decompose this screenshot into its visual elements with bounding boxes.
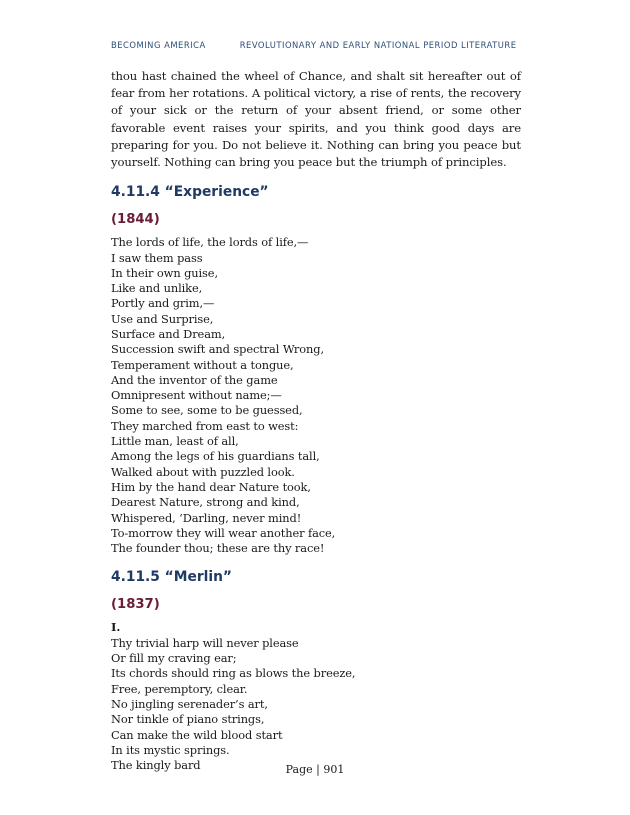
- page-number: Page | 901: [285, 763, 345, 776]
- section-year-experience: (1844): [111, 212, 160, 228]
- poem-line: Nor tinkle of piano strings,: [111, 712, 265, 727]
- poem-line: The kingly bard: [111, 758, 201, 773]
- poem-line: Portly and grim,—: [111, 296, 215, 311]
- poem-line: Thy trivial harp will never please: [111, 635, 299, 650]
- running-header: [111, 40, 522, 50]
- section-heading-experience: 4.11.4 “Experience”: [111, 184, 269, 201]
- poem-line: Whispered, ‘Darling, never mind!: [111, 510, 302, 525]
- poem-line: The founder thou; these are thy race!: [111, 541, 325, 556]
- poem-line: Use and Surprise,: [111, 311, 214, 326]
- poem-line: Succession swift and spectral Wrong,: [111, 342, 324, 357]
- poem-line: The lords of life, the lords of life,—: [111, 235, 309, 250]
- section-heading-merlin: 4.11.5 “Merlin”: [111, 569, 232, 586]
- poem-line: Little man, least of all,: [111, 434, 239, 449]
- poem-line: Omnipresent without name;—: [111, 388, 282, 403]
- stanza-number: I.: [111, 620, 121, 635]
- poem-line: Can make the wild blood start: [111, 727, 283, 742]
- poem-line: In their own guise,: [111, 265, 218, 280]
- intro-paragraph: thou hast chained the wheel of Chance, and shalt sit hereafter out of fear from her rotations. A political victory, a rise of rents, the recovery of your sick or the return of your absent friend, or some other favorable event raises your spirits, and you think good days are preparing for you. Do not believe it. Nothing can bring you peace but yourself. Nothing can bring you peace but the triumph of principles.: [111, 69, 521, 170]
- poem-line: Dearest Nature, strong and kind,: [111, 495, 300, 510]
- poem-line: Among the legs of his guardians tall,: [111, 449, 320, 464]
- poem-line: I saw them pass: [111, 250, 203, 265]
- poem-line: And the inventor of the game: [111, 372, 278, 387]
- poem-line: In its mystic springs.: [111, 742, 230, 757]
- section-running-title: REVOLUTIONARY AND EARLY NATIONAL PERIOD LITERATURE: [239, 40, 517, 50]
- poem-line: Its chords should ring as blows the breeze,: [111, 666, 356, 681]
- poem-experience: [111, 235, 521, 556]
- poem-line: Free, peremptory, clear.: [111, 681, 248, 696]
- poem-line: Temperament without a tongue,: [111, 357, 294, 372]
- page-content: [111, 68, 521, 773]
- page-footer: [0, 763, 630, 776]
- poem-line: Surface and Dream,: [111, 327, 226, 341]
- book-title: BECOMING AMERICA: [111, 40, 206, 50]
- poem-merlin: [111, 636, 521, 774]
- poem-line: Or fill my craving ear;: [111, 651, 237, 666]
- poem-line: Some to see, some to be guessed,: [111, 403, 303, 418]
- section-year-merlin: (1837): [111, 597, 160, 613]
- poem-line: They marched from east to west:: [111, 418, 299, 433]
- poem-line: Walked about with puzzled look.: [111, 464, 295, 479]
- poem-line: No jingling serenader’s art,: [111, 696, 268, 711]
- poem-line: To-morrow they will wear another face,: [111, 525, 336, 540]
- poem-line: Like and unlike,: [111, 281, 203, 296]
- poem-line: Him by the hand dear Nature took,: [111, 479, 311, 494]
